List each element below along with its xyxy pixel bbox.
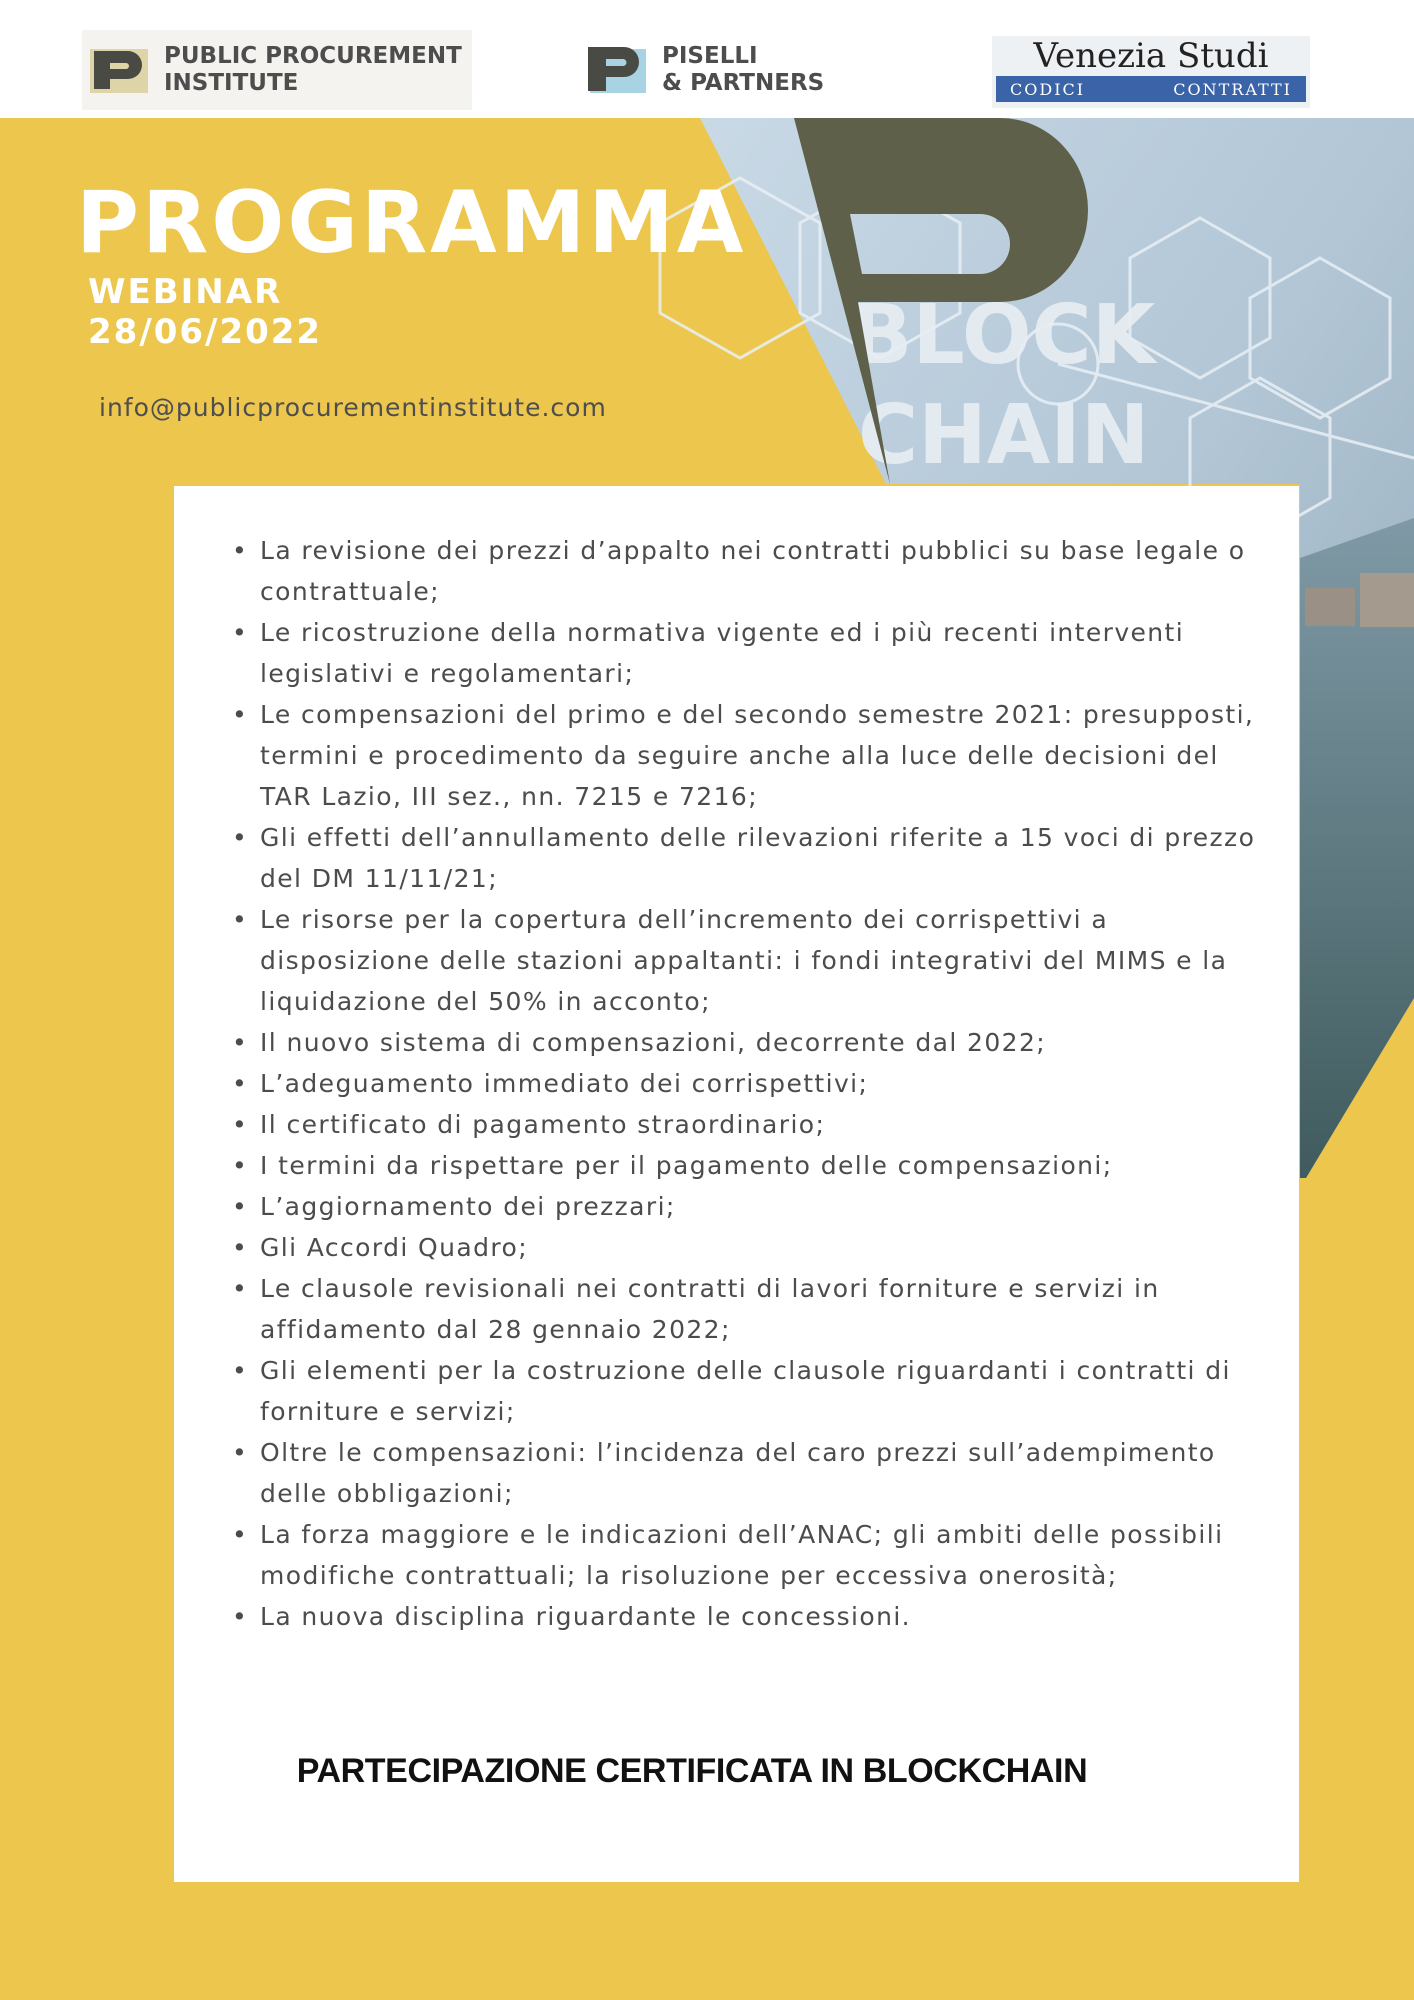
bullet-icon: • [232,1438,249,1467]
piselli-partners-logo [586,40,824,100]
program-topic-text: Gli Accordi Quadro; [260,1233,529,1262]
program-topic-text: Gli effetti dell’annullamento delle rilevazioni riferite a 15 voci di prezzo del DM 11/11/21; [260,823,1256,893]
bullet-icon: • [232,1151,249,1180]
program-topic-item [232,1063,1260,1104]
program-topic-item [232,612,1260,694]
program-topic-text: La revisione dei prezzi d’appalto nei contratti pubblici su base legale o contrattuale; [260,536,1246,606]
contact-email-link[interactable]: info@publicprocurementinstitute.com [99,393,607,422]
bullet-icon: • [232,1110,249,1139]
public-procurement-institute-logo [82,30,472,110]
bullet-icon: • [232,823,249,852]
codici-contratti-banner [996,76,1306,102]
bullet-icon: • [232,1192,249,1221]
banner-right-word: CONTRATTI [1173,79,1292,99]
program-topic-item [232,1186,1260,1227]
bullet-icon: • [232,1356,249,1385]
pp-logo-line1: PISELLI [662,43,758,69]
bullet-icon: • [232,1602,249,1631]
bullet-icon: • [232,1274,249,1303]
image-block-text: BLOCK [850,288,1156,383]
bullet-icon: • [232,536,249,565]
bullet-icon: • [232,1028,249,1057]
village-house [1360,573,1414,627]
program-topic-text: Oltre le compensazioni: l’incidenza del caro prezzi sull’adempimento delle obbligazioni; [260,1438,1216,1508]
program-topic-item [232,530,1260,612]
ppi-logo-line2: INSTITUTE [164,70,299,96]
bullet-icon: • [232,700,249,729]
program-topic-item [232,1104,1260,1145]
program-topic-item [232,1022,1260,1063]
blockchain-certification-note: PARTECIPAZIONE CERTIFICATA IN BLOCKCHAIN [296,1752,1088,1790]
program-topic-item [232,1432,1260,1514]
venezia-studi-title: Venezia Studi [1033,36,1269,76]
program-topic-text: Le compensazioni del primo e del secondo semestre 2021: presupposti, termini e procedimento da seguire anche alla luce delle decisioni del TAR Lazio, III sez., nn. 7215 e 7216; [260,700,1255,811]
program-topic-item [232,1268,1260,1350]
program-topic-item [232,1227,1260,1268]
program-topic-item [232,899,1260,1022]
banner-left-word: CODICI [1010,79,1086,99]
program-card [174,486,1299,1882]
program-topic-item [232,817,1260,899]
program-topic-item [232,1145,1260,1186]
image-chain-text: CHAIN [858,388,1150,483]
logo-header [0,0,1414,118]
webinar-date-value: 28/06/2022 [88,312,323,352]
program-topic-text: L’adeguamento immediato dei corrispettivi; [260,1069,869,1098]
program-topic-text: Le risorse per la copertura dell’incremento dei corrispettivi a disposizione delle stazioni appaltanti: i fondi integrativi del MIMS e la liquidazione del 50% in acconto; [260,905,1228,1016]
program-topic-text: Le ricostruzione della normativa vigente ed i più recenti interventi legislativi e regolamentari; [260,618,1185,688]
program-topic-text: I termini da rispettare per il pagamento delle compensazioni; [260,1151,1113,1180]
bullet-icon: • [232,905,249,934]
p-logo-icon [88,45,150,95]
program-topic-item [232,694,1260,817]
pp-logo-line2: & PARTNERS [662,70,825,96]
venezia-studi-logo [992,36,1310,108]
program-topic-text: La nuova disciplina riguardante le concessioni. [260,1602,912,1631]
program-topic-text: Il certificato di pagamento straordinario; [260,1110,826,1139]
program-topic-text: Le clausole revisionali nei contratti di lavori forniture e servizi in affidamento dal 28 gennaio 2022; [260,1274,1160,1344]
bullet-icon: • [232,618,249,647]
program-topic-text: Il nuovo sistema di compensazioni, decorrente dal 2022; [260,1028,1047,1057]
bullet-icon: • [232,1520,249,1549]
webinar-label: WEBINAR [88,272,283,312]
program-topic-list [174,530,1340,1637]
program-topic-item [232,1350,1260,1432]
bullet-icon: • [232,1233,249,1262]
program-topic-text: La forza maggiore e le indicazioni dell’ANAC; gli ambiti delle possibili modifiche contrattuali; la risoluzione per eccessiva onerosità; [260,1520,1224,1590]
ppi-logo-line1: PUBLIC PROCUREMENT [164,43,462,69]
bullet-icon: • [232,1069,249,1098]
program-topic-text: L’aggiornamento dei prezzari; [260,1192,676,1221]
program-topic-text: Gli elementi per la costruzione delle clausole riguardanti i contratti di forniture e servizi; [260,1356,1231,1426]
page-title: PROGRAMMA [76,173,747,273]
program-topic-item [232,1514,1260,1596]
webinar-date [88,272,322,352]
p-logo-icon [586,45,648,95]
program-topic-item [232,1596,1260,1637]
